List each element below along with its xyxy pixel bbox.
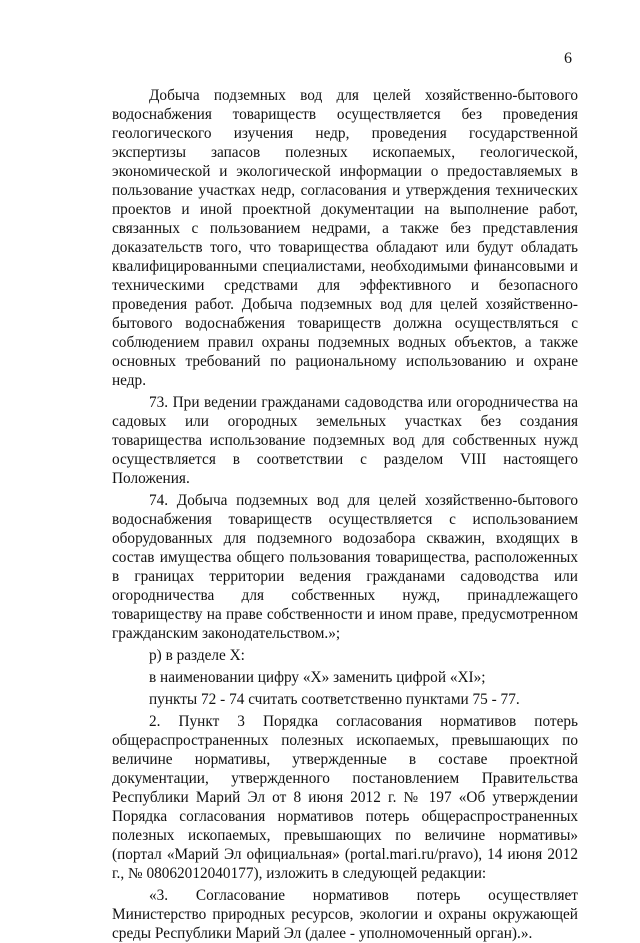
paragraph-item-73: 73. При ведении гражданами садоводства или огородничества на садовых или огородных земельных участках без создания товарищества использование подземных вод для собственных нужд осуществляется в соответствии с разделом VIII настоящего Положения.: [112, 394, 578, 487]
document-body: [112, 86, 578, 943]
paragraph-section-x: р) в разделе X:: [149, 647, 245, 664]
paragraph-heading-change: в наименовании цифру «X» заменить цифрой «XI»;: [149, 669, 486, 686]
paragraph-item-2: 2. Пункт 3 Порядка согласования нормативов потерь общераспространенных полезных ископаемых, превышающих по величине нормативы, утвержденные в составе проектной документации, утвержденного постановлением Правительства Республики Марий Эл от 8 июня 2012 г. № 197 «Об утверждении Порядка согласования нормативов потерь общераспространенных полезных ископаемых, превышающих по величине нормативы» (портал «Марий Эл официальная» (portal.mari.ru/pravo), 14 июня 2012 г., № 08062012040177), изложить в следующей редакции:: [112, 713, 578, 882]
paragraph-item-74: 74. Добыча подземных вод для целей хозяйственно-бытового водоснабжения товариществ осуществляется с использованием оборудованных для подземного водозабора скважин, входящих в состав имущества общего пользования товарищества, расположенных в границах территории ведения гражданами садоводства или огородничества для собственных нужд, принадлежащего товариществу на праве собственности и ином праве, предусмотренном гражданским законодательством.»;: [112, 492, 578, 642]
paragraph-renumbering: пункты 72 - 74 считать соответственно пунктами 75 - 77.: [149, 691, 520, 708]
page-number: 6: [564, 50, 572, 67]
paragraph-new-wording: «3. Согласование нормативов потерь осуществляет Министерство природных ресурсов, экологии и охраны окружающей среды Республики Марий Эл (далее - уполномоченный орган).».: [112, 887, 578, 942]
paragraph-water-extraction: Добыча подземных вод для целей хозяйственно-бытового водоснабжения товариществ осуществляется без проведения геологического изучения недр, проведения государственной экспертизы запасов полезных ископаемых, геологической, экономической и экологической информации о предоставляемых в пользование участках недр, согласования и утверждения технических проектов и иной проектной документации на выполнение работ, связанных с пользованием недрами, а также без представления доказательств того, что товарищества обладают или будут обладать квалифицированными специалистами, необходимыми финансовыми и техническими средствами для эффективного и безопасного проведения работ. Добыча подземных вод для целей хозяйственно-бытового водоснабжения товариществ должна осуществляться с соблюдением правил охраны подземных водных объектов, а также основных требований по рациональному использованию и охране недр.: [112, 87, 578, 389]
